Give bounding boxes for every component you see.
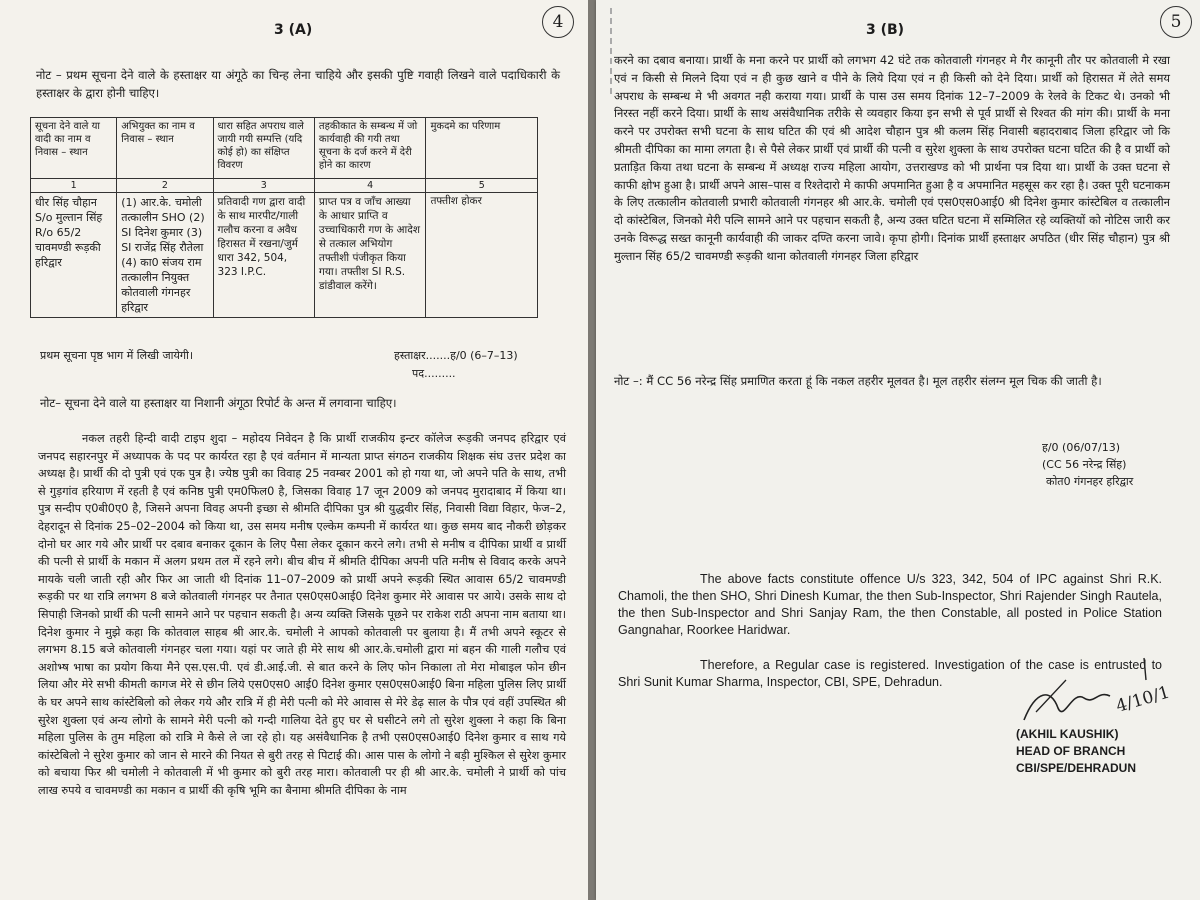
informant-cell: धीर सिंह चौहान S/o मुल्तान सिंह R/o 65/2 चावमण्डी रूड़की हरिद्वार (31, 193, 117, 318)
column-number: 5 (426, 179, 538, 193)
page-gutter (588, 0, 596, 900)
signature-block (1016, 726, 1136, 777)
handwritten-signature (1006, 650, 1176, 730)
complaint-body-continued: करने का दबाव बनाया। प्रार्थी के मना करने पर प्रार्थी को लगभग 42 घंटे तक कोतवाली गंगनहर मे गैर कानूनी तौर पर कोतवाली मे रखा एवं न किसी से मिलने दिया एवं न ही कुछ खाने व पीने के लिये दिया एवं न ही किसी को देने दिया। प्रार्थी को हिरासत में लेते समय अपराध के सम्बन्ध मे भी अवगत नही कराया गया। प्रार्थी के पास उस समय दिनांक 12–7–2009 के रेलवे के टिकट थे। उनको भी निरस्त नहीं करने दिया। प्रार्थी के साथ असंवैधानिक तरीके से व्यवहार किया इन सभी से पूर्व प्रार्थी से रिश्वत की मांग की। प्रार्थी के मना करने पर उपरोक्त सभी घटना के साथ घटित की एवं श्री आदेश चौहान पुत्र श्री कलम सिंह निवासी बहादराबाद जिला हरिद्वार जो कि श्रीमती दीपिका का मामा लगता है। से पैसे लेकर प्रार्थी एवं प्रार्थी की पत्नी व सुरेश शुक्ला के साथ उपरोक्त घटना घटित की है व प्रार्थी को प्रताड़ित किया तथा घटना के सम्बन्ध में अध्यक्ष राज्य महिला आयोग, उत्तराखण्ड को भी प्रार्थना पत्र दिया था। प्रार्थी के उक्त घटना से काफी क्षोभ हुआ है। प्रार्थी अपने आस–पास व रिश्तेदारो मे काफी अपमानित हुआ है व अपमानित महसूस कर रहा है। उक्त पूरी घटनाकम के लिए तत्कालीन कोतवाली प्रभारी कोतवाली गंगनहर श्री आर.के. चमोली एवं एस0एस0आई0 श्री दिनेश कुमार कांस्टेबिल व तत्कालीन दो कांस्टेबिल, जिनको मेरी पत्नि सामने आने पर पहचान सकती है, अन्य उक्त घटित घटना में सम्मिलित रहे व्यक्तियों को नोटिस जारी कर उनके विरूद्ध सख्त कानूनी कार्यवाही की जाकर दण्ति करना जावे। कृपा होगी। दिनांक प्रार्थी हस्ताक्षर अपठित (धीर सिंह चौहान) पुत्र श्री मुल्तान सिंह 65/2 चावमण्डी रूड़की थाना कोतवाली गंगनहर जिला हरिद्वार (614, 53, 1170, 263)
column-number: 4 (314, 179, 426, 193)
table-header-row (31, 118, 538, 179)
table-header-cell: तहकीकात के सम्बन्ध में जो कार्यवाही की गयी तथा सूचना के दर्ज करने में देरी होने का कारण (314, 118, 426, 179)
designation-label: पद......... (412, 367, 456, 380)
page-number-circle: 4 (542, 6, 574, 38)
page-label: 3 (B) (866, 22, 905, 38)
page-label: 3 (A) (274, 22, 313, 38)
document-page-3b (596, 0, 1200, 900)
result-cell: तफ्तीश होकर (426, 193, 538, 318)
case-registered-paragraph: Therefore, a Regular case is registered. Investigation of the case is entrusted to Shri Sunit Kumar Sharma, Inspector, CBI, SPE, Dehradun. (618, 657, 1162, 689)
certified-office: कोत0 गंगनहर हरिद्वार (1046, 475, 1134, 488)
column-number: 1 (31, 179, 117, 193)
document-page-3a (0, 0, 588, 900)
signatory-office: CBI/SPE/DEHRADUN (1016, 761, 1137, 775)
certified-signature: ह/0 (06/07/13) (1042, 441, 1121, 454)
table-number-row (31, 179, 538, 193)
complaint-body: नकल तहरी हिन्दी वादी टाइप शुदा – महोदय निवेदन है कि प्रार्थी राजकीय इन्टर कॉलेज रूड़की जनपद हरिद्वार एवं जनपद सहारनपुर में अध्यापक के पद पर कार्यरत रहा है एवं वर्तमान में मान्यता प्राप्त संगठन राजकीय शिक्षक संघ उत्तर प्रदेश का अध्यक्ष है। प्रार्थी की दो पुत्री एवं एक पुत्र है। ज्येष्ठ पुत्री का विवाह 25 नवम्बर 2001 को हो गया था, जो अपने पति के साथ, तभी से गुड़गांव हरियाण में रहती है एवं कनिष्ठ पुत्री एम0फिल0 है, जिसका विवाह 17 जून 2009 को जनपद मुरादाबाद में किया था। पुत्र सन्दीप ए0बी0ए0 है, जिसने अपना विवह अपनी इच्छा से श्रीमति दीपिका पुत्र श्री युद्धवीर सिंह, निवासी विद्या विहार, फेज–2, देहरादून से दिनांक 25–02–2004 को किया था, उस समय मनीष एल्केम कम्पनी में कार्यरत था। कुछ समय बाद नौकरी छोड़कर दोनो घर आर गये और प्रार्थी पर दबाव बनाकर दूकान के लिए पैसा लेकर दूकान करने लगे। तभी से मनीष व दीपिका प्रार्थी व प्रार्थी की पत्नी से प्रार्थी के मकान में अलग प्रथम तल में रहने लगे। बीच बीच में श्रीमति दीपिका अपनी पति मनीष से विवाद करके अपने मायके चली जाती रही और फिर आ जाती थी दिनांक 11–07–2009 को प्रार्थी अपने रूड़की स्थित आवास 65/2 चावमण्डी रूड़की पर था रात्रि लगभग 8 बजे कोतवाली गंगनहर पर तैनात एस0एस0आई0 दिनेश कुमार मेरे आवास पर आये। उसके साथ दो सिपाही जिनको प्रार्थी की पत्नी सामने आने पर पहचान सकती है। अन्य व्यक्ति जिसके पूछने पर राकेश राठी अपना नाम बताया था। दिनेश कुमार ने मुझे कहा कि कोतवाल साहब श्री आर.के. चमोली ने आपको कोतवाली पर बुलाया है। मैं तभी अपने स्कूटर से लगभग 8.15 बजे कोतवाली गंगनहर चला गया। यहां पर जाते ही मेरे साथ श्री आर.के.चमोली द्वारा मां बहन की गाली गलौच एवं अशोभ्ष भाषा का प्रयोग किया मैने एस.एस.पी. एवं डी.आई.जी. से बात करने के लिए फोन निकाला तो मेरा मोबाइल फोन छीन लिया और मेरे सभी कीमती कागज मेरे से छीन लिये एस0एस0 आई0 दिनेश कुमार एस0एस0आई0 बिना महिला पुलिस लिए प्रार्थी के घर अपने साथ कांस्टेबिलो को लेकर गये और रात्रि में ही मेरी पत्नी को मेरे आवास से मेरे डेढ़ साल के पौत्र एवं वहीं उपस्थित श्री सुरेश शुक्ला एवं अन्य लोगो के सामने मेरी पत्नी को गन्दी गालिया देते हुए घर से घसीटने लगे तो सुरेश शुक्ला ने कहा कि बिना महिला पुलिस के तुम महिला को रात्रि मे कैसे ले जा रहे हो। यह असंवैधानिक है तभी एस0एस0आई0 दिनेश कुमार व साथ गये कांस्टेबिलो ने सुरेश कुमार को जान से मारने की नियत से बुरी तरह से पिटाई की। आस पास के लोगो ने बड़ी मुश्किल से सुरेश कुमार को बचाया फिर श्री चमोली ने कोतवाली में भी कुमार को बुरी तरह मारा। कोतवाली पर ही श्री आर.के. चमोली ने प्रार्थी को पांच लाख रुपये व चावमण्डी का मकान व प्रार्थी की कृषि भूमि का बैनामा श्रीमति दीपिका के नाम (38, 432, 566, 797)
signature-note: नोट – प्रथम सूचना देने वाले के हस्ताक्षर या अंगूठे का चिन्ह लेना चाहिये और इसकी पुष्टि गवाही लिखने वाले पदाधिकारी के हस्ताक्षर के द्वारा होनी चाहिए। (36, 68, 560, 100)
fir-continue-text: प्रथम सूचना पृष्ठ भाग में लिखी जायेगी। (40, 349, 194, 362)
table-header-cell: सूचना देने वाले या वादी का नाम व निवास – स्थान (31, 118, 117, 179)
offence-cell: प्रतिवादी गण द्वारा वादी के साथ मारपीट/गाली गलौच करना व अवैध हिरासत में रखना/जुर्म धारा 342, 504, 323 I.P.C. (213, 193, 314, 318)
handwritten-date: 4/10/1 (1113, 682, 1172, 717)
thumb-note: नोट– सूचना देने वाले या हस्ताक्षर या निशानी अंगूठा रिपोर्ट के अन्त में लगवाना चाहिए। (40, 396, 397, 410)
table-header-cell: अभियुक्त का नाम व निवास – स्थान (117, 118, 213, 179)
table-row (31, 193, 538, 318)
offence-paragraph: The above facts constitute offence U/s 323, 342, 504 of IPC against Shri R.K. Chamoli, the then SHO, Shri Dinesh Kumar, the then Sub-Inspector, Shri Rajender Singh Rautela, the then Sub-Inspector and Shri Sanjay Ram, the then Constable, all posted in Police Station Gangnahar, Roorkee Haridwar. (618, 571, 1162, 637)
investigation-cell: प्राप्त पत्र व जाँच आख्या के आधार प्राप्ति व उच्चाधिकारी गण के आदेश से तत्काल अभियोग तफ्तीशी पंजीकृत किया गया। तफ्तीश SI R.S. डांडीवाल करेंगे। (314, 193, 426, 318)
signature-label: हस्ताक्षर.......ह/0 (6–7–13) (394, 349, 518, 362)
fir-table (30, 117, 538, 318)
signatory-title: HEAD OF BRANCH (1016, 744, 1126, 758)
table-header-cell: धारा सहित अपराध वाले जायी गयी सम्पत्ति (यदि कोई हो) का संक्षिप्त विवरण (213, 118, 314, 179)
certified-name: (CC 56 नरेन्द्र सिंह) (1042, 458, 1127, 471)
column-number: 3 (213, 179, 314, 193)
page-number-circle: 5 (1160, 6, 1192, 38)
column-number: 2 (117, 179, 213, 193)
accused-cell: (1) आर.के. चमोली तत्कालीन SHO (2) SI दिनेश कुमार (3) SI राजेंद्र सिंह रौतेला (4) का0 संजय राम तत्कालीन नियुक्त कोतवाली गंगनहर हरिद्वार (117, 193, 213, 318)
certification-note: नोट –: मैं CC 56 नरेन्द्र सिंह प्रमाणित करता हूं कि नकल तहरीर मूलवत है। मूल तहरीर संलग्न मूल चिक की जाती है। (614, 374, 1102, 388)
table-header-cell: मुकदमे का परिणाम (426, 118, 538, 179)
signatory-name: (AKHIL KAUSHIK) (1016, 727, 1119, 741)
